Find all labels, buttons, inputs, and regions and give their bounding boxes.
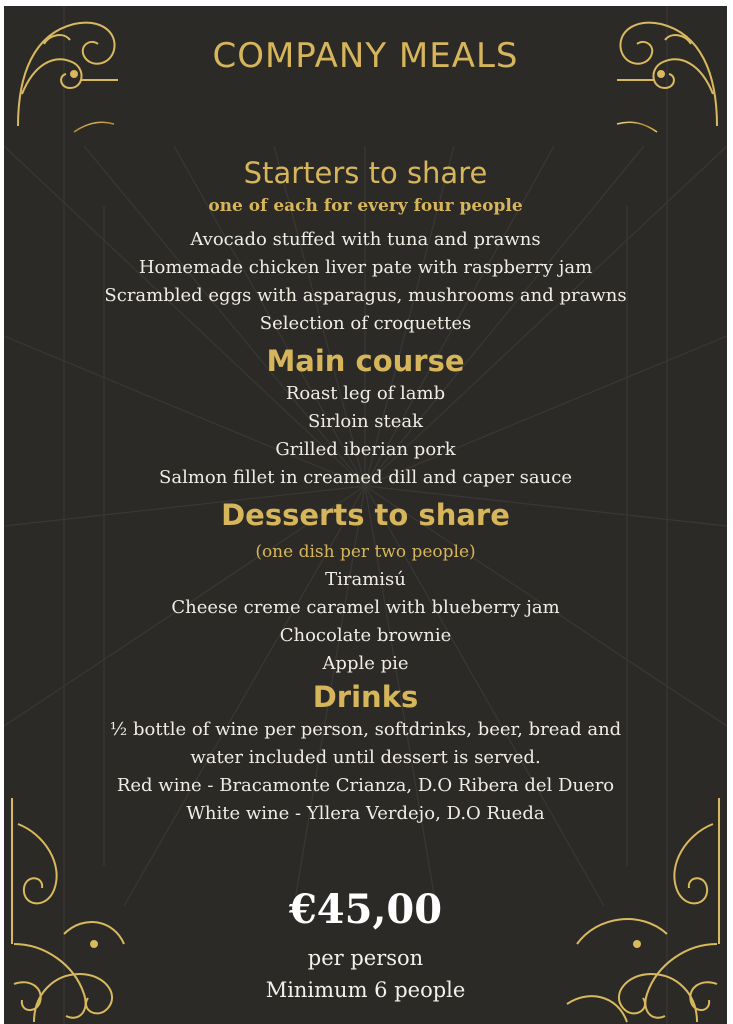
minimum-people: Minimum 6 people	[265, 978, 466, 1002]
menu-item: Salmon fillet in creamed dill and caper sauce	[159, 467, 572, 488]
menu-item: Scrambled eggs with asparagus, mushrooms and prawns	[104, 285, 627, 306]
starters-note: one of each for every four people	[208, 196, 523, 216]
drinks-line: White wine - Yllera Verdejo, D.O Rueda	[186, 803, 545, 824]
menu-item: Roast leg of lamb	[285, 383, 446, 404]
menu-content	[4, 154, 727, 828]
drinks-line: water included until dessert is served.	[190, 747, 541, 768]
menu-item: Apple pie	[322, 653, 409, 674]
menu-item: Selection of croquettes	[259, 313, 472, 334]
menu-item: Cheese creme caramel with blueberry jam	[171, 597, 560, 618]
menu-item: Sirloin steak	[307, 411, 424, 432]
starters-heading: Starters to share	[243, 156, 488, 190]
desserts-note: (one dish per two people)	[255, 542, 476, 562]
price-amount: €45,00	[288, 886, 443, 933]
page-title: COMPANY MEALS	[212, 36, 519, 76]
main-course-section	[4, 342, 727, 492]
drinks-section	[4, 678, 727, 828]
menu-item: Grilled iberian pork	[275, 439, 456, 460]
price-per-person: per person	[307, 946, 424, 970]
drinks-line: ½ bottle of wine per person, softdrinks, beer, bread and	[109, 719, 622, 740]
menu-item: Avocado stuffed with tuna and prawns	[190, 229, 541, 250]
price-conditions	[4, 942, 727, 1006]
menu-item: Tiramisú	[325, 569, 406, 590]
menu-item: Chocolate brownie	[279, 625, 452, 646]
drinks-line: Red wine - Bracamonte Crianza, D.O Ribera del Duero	[116, 775, 615, 796]
desserts-section	[4, 496, 727, 678]
starters-section	[4, 154, 727, 338]
drinks-heading: Drinks	[312, 680, 419, 714]
menu-card	[4, 6, 727, 1024]
desserts-heading: Desserts to share	[221, 498, 510, 532]
menu-item: Homemade chicken liver pate with raspberry jam	[138, 257, 593, 278]
main-course-heading: Main course	[266, 344, 465, 378]
